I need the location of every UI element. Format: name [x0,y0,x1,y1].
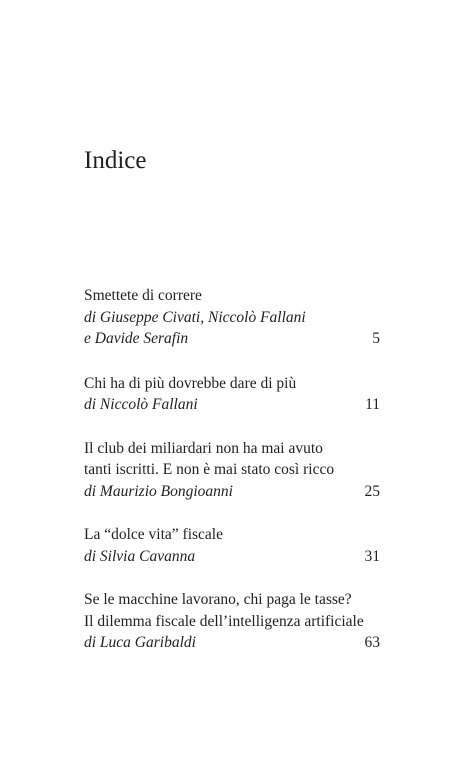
toc-entry-title: Chi ha di più dovrebbe dare di più [84,374,297,392]
toc-entry-page-number: 25 [364,482,380,500]
toc-entry-author: di Luca Garibaldi [84,634,196,651]
toc-entry-author: e Davide Serafin [84,330,189,347]
toc-entry-author: di Niccolò Fallani [84,396,198,413]
toc-entry [84,285,380,350]
toc-entry-author: di Giuseppe Civati, Niccolò Fallani [84,308,306,326]
toc-entry-title: tanti iscritti. E non è mai stato così ricco [84,461,335,478]
toc-entry [84,524,380,567]
toc-entry [84,373,380,416]
toc-entry [84,589,380,654]
toc-entry-page-number: 5 [372,330,380,347]
toc-entry-author: di Maurizio Bongioanni [84,482,233,500]
page-title: Indice [84,147,147,174]
toc-entry-author: di Silvia Cavanna [84,547,196,565]
toc-entry-title: Il dilemma fiscale dell’intelligenza artificiale [84,612,364,630]
table-of-contents [84,285,380,676]
toc-entry-title: La “dolce vita” fiscale [84,526,223,543]
toc-entry-page-number: 31 [364,547,380,565]
toc-entry-title: Smettete di correre [84,287,202,304]
toc-entry-title: Se le macchine lavorano, chi paga le tasse? [84,591,352,608]
toc-entry-page-number: 11 [365,396,380,413]
toc-entry-page-number: 63 [364,634,380,651]
toc-entry [84,438,380,503]
toc-entry-title: Il club dei miliardari non ha mai avuto [84,439,323,457]
